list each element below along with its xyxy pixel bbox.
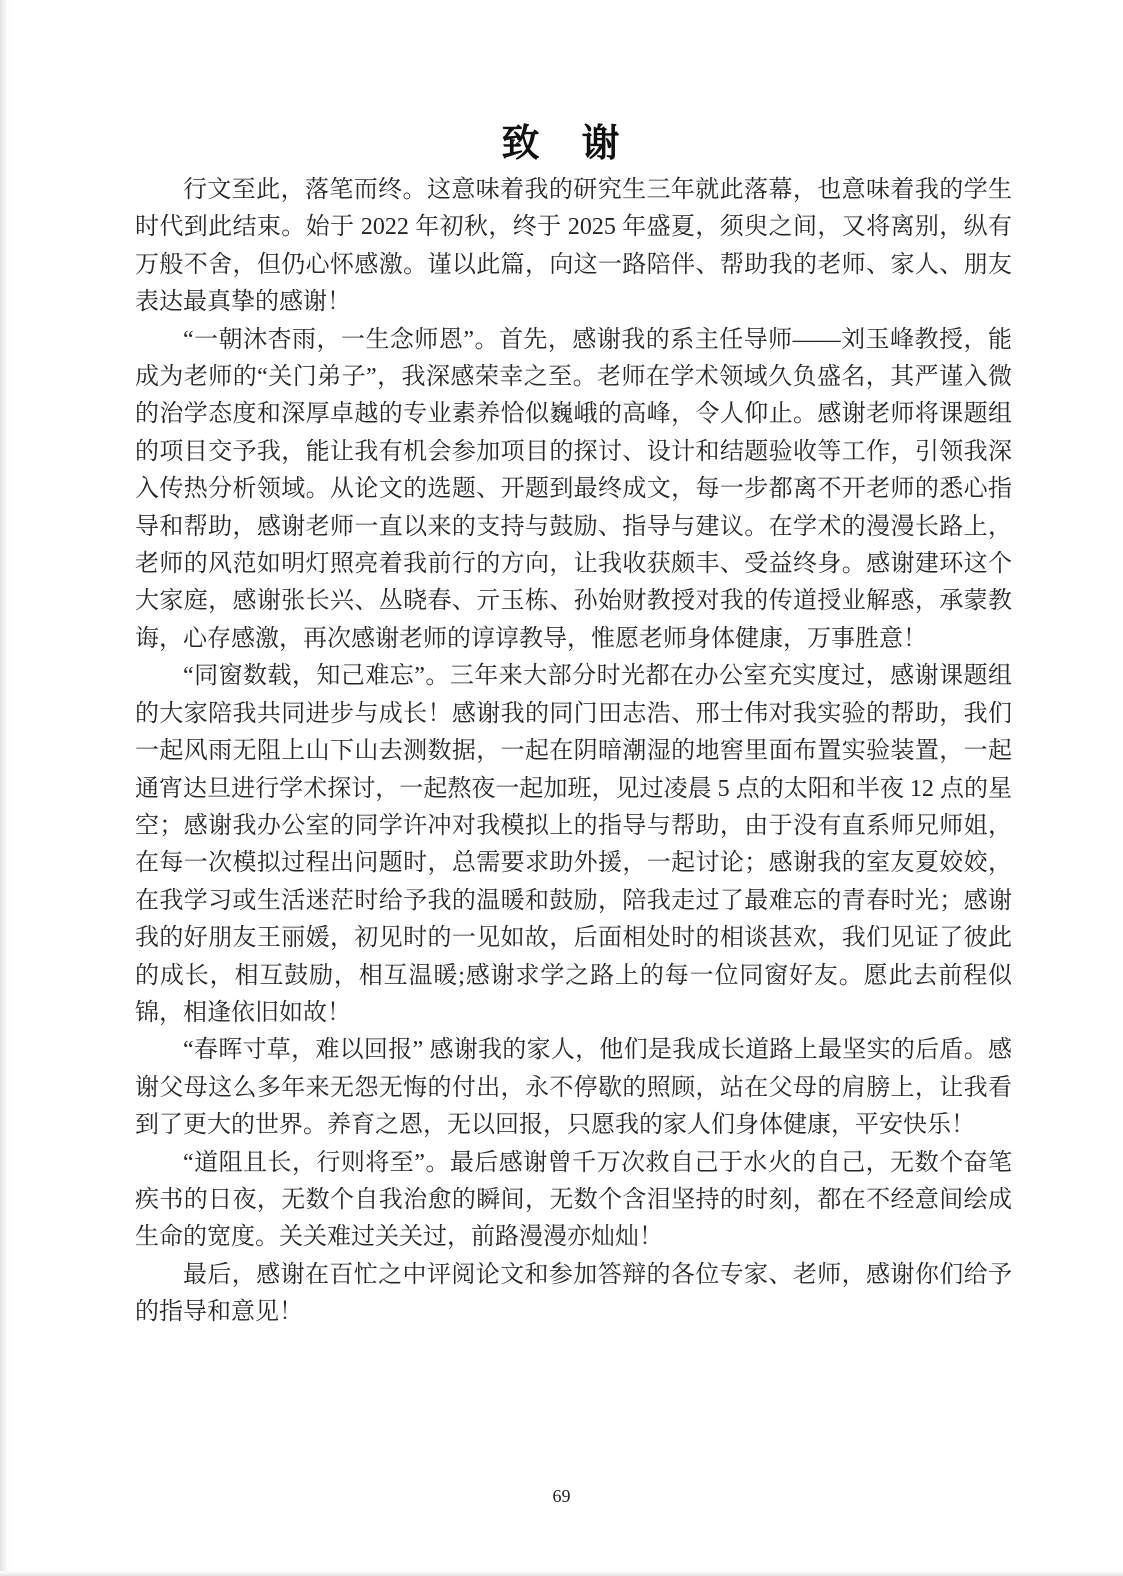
paragraph: “春晖寸草，难以回报” 感谢我的家人，他们是我成长道路上最坚实的后盾。感谢父母这么多年来无怨无悔的付出，永不停歇的照顾，站在父母的肩膀上，让我看到了更大的世界。养育之恩，无以回报，只愿我的家人们身体健康，平安快乐！ <box>135 1037 1012 1139</box>
page-title: 致 谢 <box>501 123 622 165</box>
scan-edge-bottom <box>0 1571 1123 1576</box>
scan-edge-left <box>0 0 10 1576</box>
acknowledgements-body <box>135 172 1012 1332</box>
paragraph: “道阻且长，行则将至”。最后感谢曾千万次救自己于水火的自己，无数个奋笔疾书的日夜，无数个自我治愈的瞬间，无数个含泪坚持的时刻，都在不经意间绘成生命的宽度。关关难过关关过，前路漫漫亦灿灿！ <box>135 1149 1012 1251</box>
paragraph: “一朝沐杏雨，一生念师恩”。首先，感谢我的系主任导师——刘玉峰教授，能成为老师的“关门弟子”，我深感荣幸之至。老师在学术领域久负盛名，其严谨入微的治学态度和深厚卓越的专业素养恰似巍峨的高峰，令人仰止。感谢老师将课题组的项目交予我，能让我有机会参加项目的探讨、设计和结题验收等工作，引领我深入传热分析领域。从论文的选题、开题到最终成文，每一步都离不开老师的悉心指导和帮助，感谢老师一直以来的支持与鼓励、指导与建议。在学术的漫漫长路上，老师的风范如明灯照亮着我前行的方向，让我收获颇丰、受益终身。感谢建环这个大家庭，感谢张长兴、丛晓春、亓玉栋、孙始财教授对我的传道授业解惑，承蒙教诲，心存感激，再次感谢老师的谆谆教导，惟愿老师身体健康，万事胜意！ <box>135 326 1012 652</box>
paragraph: “同窗数载，知己难忘”。三年来大部分时光都在办公室充实度过，感谢课题组的大家陪我共同进步与成长！感谢我的同门田志浩、邢士伟对我实验的帮助，我们一起风雨无阻上山下山去测数据，一起在阴暗潮湿的地窖里面布置实验装置，一起通宵达旦进行学术探讨，一起熬夜一起加班，见过凌晨 5 点的太阳和半夜 12 点的星空；感谢我办公室的同学许冲对我模拟上的指导与帮助，由于没有直系师兄师姐，在每一次模拟过程出问题时，总需要求助外援，一起讨论；感谢我的室友夏姣姣，在我学习或生活迷茫时给予我的温暖和鼓励，陪我走过了最难忘的青春时光；感谢我的好朋友王丽媛，初见时的一见如故，后面相处时的相谈甚欢，我们见证了彼此的成长，相互鼓励，相互温暖;感谢求学之路上的每一位同窗好友。愿此去前程似锦，相逢依旧如故！ <box>135 663 1012 1026</box>
page-number: 69 <box>552 1486 571 1506</box>
paragraph: 最后，感谢在百忙之中评阅论文和参加答辩的各位专家、老师，感谢你们给予的指导和意见！ <box>135 1261 1012 1326</box>
paragraph: 行文至此，落笔而终。这意味着我的研究生三年就此落幕，也意味着我的学生时代到此结束。始于 2022 年初秋，终于 2025 年盛夏，须臾之间，又将离别，纵有万般不舍，但仍心怀感激。谨以此篇，向这一路陪伴、帮助我的老师、家人、朋友表达最真挚的感谢！ <box>135 177 1012 316</box>
